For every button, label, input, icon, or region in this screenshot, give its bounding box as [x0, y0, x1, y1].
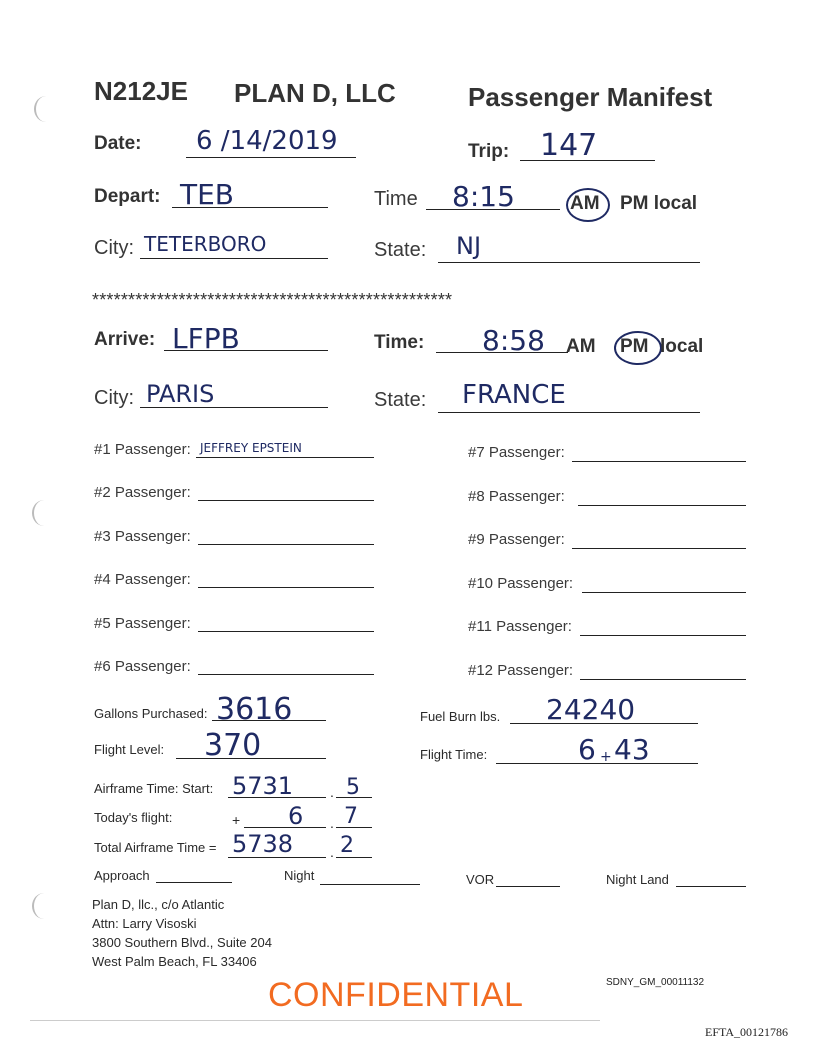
passenger-2-label: #2 Passenger: — [94, 484, 191, 501]
arrive-city-underline — [140, 407, 328, 408]
arrive-time-underline — [436, 352, 568, 353]
passenger-10-underline — [582, 592, 746, 593]
night-land-label: Night Land — [606, 872, 669, 887]
depart-value: TEB — [180, 178, 235, 211]
night-land-underline — [676, 886, 746, 887]
flight-time-hours: 6 — [578, 733, 596, 766]
total-airframe-tenth-underline — [336, 857, 372, 858]
address-line-3: 3800 Southern Blvd., Suite 204 — [92, 935, 272, 950]
vor-label: VOR — [466, 872, 495, 887]
flight-level-value: 370 — [204, 728, 262, 763]
depart-time-underline — [426, 209, 560, 210]
approach-label: Approach — [94, 868, 150, 883]
date-underline — [186, 157, 356, 158]
am-option: AM — [566, 336, 596, 357]
airframe-start-tenth: 5 — [346, 775, 360, 800]
depart-state-underline — [438, 262, 700, 263]
gallons-underline — [212, 720, 326, 721]
flight-level-underline — [176, 758, 326, 759]
passenger-1-value: JEFFREY EPSTEIN — [200, 441, 302, 455]
arrive-time-label: Time: — [374, 332, 425, 353]
form-title: Passenger Manifest — [468, 82, 713, 112]
arrive-value: LFPB — [172, 322, 240, 355]
passenger-7-underline — [572, 461, 746, 462]
passenger-3-underline — [198, 544, 374, 545]
total-airframe-whole: 5738 — [232, 830, 294, 858]
address-line-2: Attn: Larry Visoski — [92, 916, 197, 931]
arrive-city-value: PARIS — [146, 380, 215, 408]
pm-option: PM — [620, 336, 649, 357]
passenger-6-underline — [198, 674, 374, 675]
depart-time-label: Time — [374, 188, 418, 210]
depart-time-value: 8:15 — [452, 180, 515, 213]
passenger-9-label: #9 Passenger: — [468, 531, 565, 548]
passenger-11-label: #11 Passenger: — [468, 618, 572, 635]
flight-level-label: Flight Level: — [94, 742, 165, 757]
tail-number: N212JE — [94, 76, 188, 106]
passenger-5-underline — [198, 631, 374, 632]
night-underline — [320, 884, 420, 885]
passenger-12-underline — [580, 679, 746, 680]
document-control-number: SDNY_GM_00011132 — [606, 977, 705, 988]
total-airframe-tenth: 2 — [340, 833, 354, 858]
depart-city-underline — [140, 258, 328, 259]
vor-underline — [496, 886, 560, 887]
passenger-3-label: #3 Passenger: — [94, 528, 191, 545]
passenger-8-label: #8 Passenger: — [468, 488, 565, 505]
passenger-1-underline — [196, 457, 374, 458]
passenger-1-label: #1 Passenger: — [94, 441, 191, 458]
passenger-9-underline — [572, 548, 746, 549]
night-label: Night — [284, 868, 315, 883]
todays-flight-label: Today's flight: — [94, 810, 173, 825]
trip-value: 147 — [540, 128, 598, 163]
company-name: PLAN D, LLC — [234, 78, 396, 108]
flight-time-separator: + — [600, 749, 612, 765]
todays-flight-tenth-underline — [336, 827, 372, 828]
todays-flight-whole: 6 — [288, 802, 304, 830]
depart-label: Depart: — [94, 186, 161, 207]
passenger-10-label: #10 Passenger: — [468, 575, 574, 592]
arrive-state-label: State: — [374, 389, 427, 411]
airframe-start-whole-underline — [228, 797, 326, 798]
gallons-label: Gallons Purchased: — [94, 706, 208, 721]
passenger-7-label: #7 Passenger: — [468, 444, 565, 461]
passenger-5-label: #5 Passenger: — [94, 615, 191, 632]
todays-flight-tenth: 7 — [344, 804, 358, 829]
fuel-burn-label: Fuel Burn lbs. — [420, 709, 501, 724]
passenger-2-underline — [198, 500, 374, 501]
passenger-11-underline — [580, 635, 746, 636]
decimal-point: . — [330, 815, 334, 831]
passenger-4-underline — [198, 587, 374, 588]
depart-city-label: City: — [94, 237, 134, 259]
fuel-burn-underline — [510, 723, 698, 724]
decimal-point: . — [330, 784, 334, 800]
todays-flight-whole-underline — [244, 827, 326, 828]
local-label: local — [660, 336, 704, 357]
date-label: Date: — [94, 133, 142, 154]
hole-punch-mark — [34, 96, 58, 122]
arrive-underline — [164, 350, 328, 351]
passenger-6-label: #6 Passenger: — [94, 658, 191, 675]
trip-label: Trip: — [468, 141, 510, 162]
address-line-4: West Palm Beach, FL 33406 — [92, 954, 257, 969]
date-value: 6 /14/2019 — [196, 126, 338, 156]
airframe-start-whole: 5731 — [232, 772, 294, 800]
gallons-value: 3616 — [216, 692, 293, 727]
efta-number: EFTA_00121786 — [705, 1025, 789, 1039]
hole-punch-mark — [32, 893, 56, 919]
arrive-city-label: City: — [94, 387, 134, 409]
confidential-stamp: CONFIDENTIAL — [268, 976, 524, 1014]
todays-flight-plus: + — [232, 812, 241, 828]
decimal-point: . — [330, 844, 334, 860]
depart-underline — [172, 207, 328, 208]
passenger-4-label: #4 Passenger: — [94, 571, 191, 588]
depart-state-label: State: — [374, 239, 427, 261]
address-line-1: Plan D, llc., c/o Atlantic — [92, 897, 225, 912]
airframe-start-label: Airframe Time: Start: — [94, 781, 214, 796]
depart-city-value: TETERBORO — [144, 232, 267, 256]
flight-time-label: Flight Time: — [420, 747, 488, 762]
fuel-burn-value: 24240 — [546, 693, 636, 726]
passenger-12-label: #12 Passenger: — [468, 662, 574, 679]
flight-time-minutes: 43 — [614, 733, 650, 766]
am-option: AM — [570, 193, 600, 214]
arrive-state-underline — [438, 412, 700, 413]
hole-punch-mark — [32, 500, 56, 526]
arrive-state-value: FRANCE — [462, 380, 566, 410]
arrive-label: Arrive: — [94, 329, 156, 350]
flight-time-underline — [496, 763, 698, 764]
arrive-time-value: 8:58 — [482, 324, 545, 357]
pm-local-label: PM local — [620, 193, 698, 214]
trip-underline — [520, 160, 655, 161]
depart-state-value: NJ — [456, 232, 482, 260]
footer-scan-line — [30, 1020, 600, 1021]
passenger-8-underline — [578, 505, 746, 506]
total-airframe-whole-underline — [228, 857, 326, 858]
approach-underline — [156, 882, 232, 883]
total-airframe-label: Total Airframe Time = — [94, 840, 217, 855]
airframe-start-tenth-underline — [336, 797, 372, 798]
asterisk-separator: ************************************************** — [92, 290, 453, 310]
